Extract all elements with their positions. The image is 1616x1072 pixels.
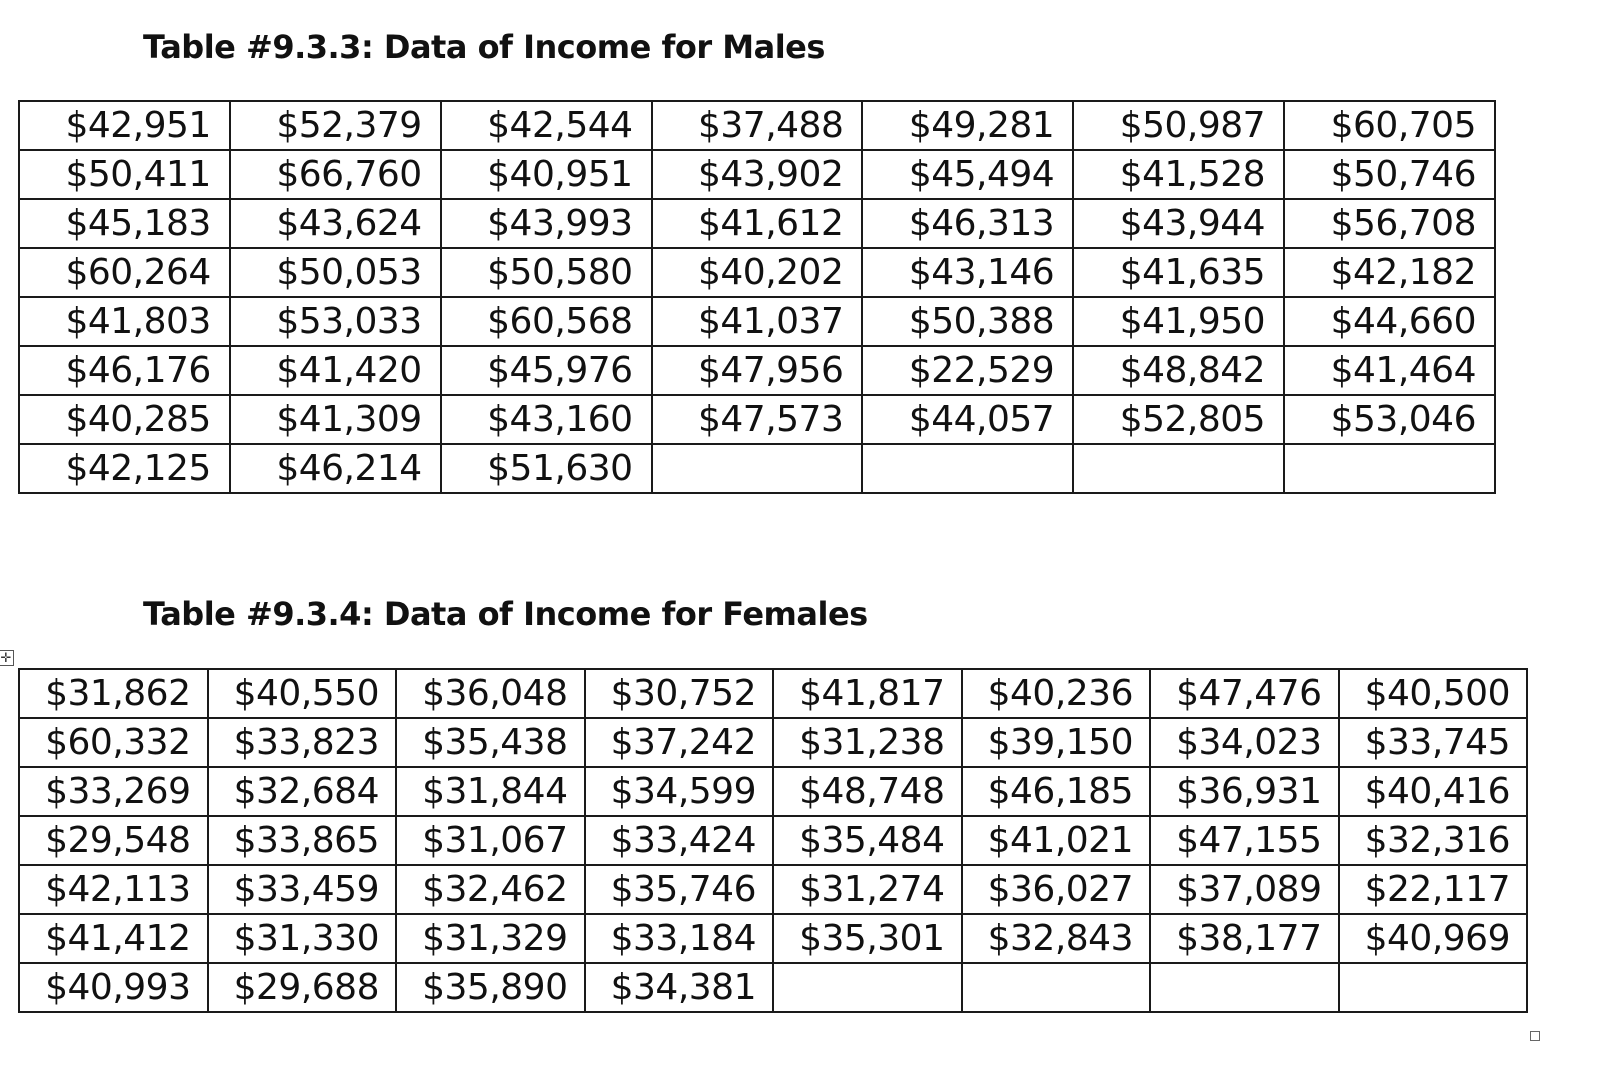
males-income-cell: $43,146	[862, 248, 1073, 297]
males-income-cell: $43,624	[230, 199, 441, 248]
females-income-cell: $39,150	[962, 718, 1151, 767]
males-income-table	[18, 100, 1496, 494]
females-income-cell: $38,177	[1150, 914, 1339, 963]
females-income-cell: $40,993	[19, 963, 208, 1012]
males-income-cell: $43,993	[441, 199, 652, 248]
males-income-cell: $49,281	[862, 101, 1073, 150]
table-row	[19, 865, 1527, 914]
males-income-cell: $44,057	[862, 395, 1073, 444]
females-income-cell: $46,185	[962, 767, 1151, 816]
females-income-cell: $34,381	[585, 963, 774, 1012]
females-income-cell: $29,548	[19, 816, 208, 865]
females-income-cell	[773, 963, 962, 1012]
females-income-cell: $31,238	[773, 718, 962, 767]
females-income-cell: $32,316	[1339, 816, 1528, 865]
males-income-cell: $41,803	[19, 297, 230, 346]
males-income-cell: $40,951	[441, 150, 652, 199]
females-income-cell: $48,748	[773, 767, 962, 816]
females-income-cell: $33,823	[208, 718, 397, 767]
table-row	[19, 346, 1495, 395]
females-income-cell: $33,745	[1339, 718, 1528, 767]
females-income-cell: $60,332	[19, 718, 208, 767]
females-income-cell: $36,048	[396, 669, 585, 718]
females-income-cell: $35,484	[773, 816, 962, 865]
males-income-cell: $43,160	[441, 395, 652, 444]
table-row	[19, 395, 1495, 444]
males-income-cell: $41,420	[230, 346, 441, 395]
males-income-cell: $46,313	[862, 199, 1073, 248]
females-income-cell: $34,023	[1150, 718, 1339, 767]
males-income-cell: $50,580	[441, 248, 652, 297]
females-income-cell: $31,330	[208, 914, 397, 963]
females-income-cell: $31,274	[773, 865, 962, 914]
females-income-cell: $35,890	[396, 963, 585, 1012]
males-income-cell: $45,183	[19, 199, 230, 248]
males-income-cell: $50,388	[862, 297, 1073, 346]
males-income-cell: $45,494	[862, 150, 1073, 199]
table-row	[19, 914, 1527, 963]
males-income-cell: $47,956	[652, 346, 863, 395]
females-income-cell: $41,412	[19, 914, 208, 963]
table-row	[19, 297, 1495, 346]
table-row	[19, 199, 1495, 248]
females-income-cell: $40,550	[208, 669, 397, 718]
males-income-cell: $41,464	[1284, 346, 1495, 395]
females-income-cell	[962, 963, 1151, 1012]
females-income-cell: $31,862	[19, 669, 208, 718]
females-income-cell: $35,438	[396, 718, 585, 767]
females-income-cell: $47,476	[1150, 669, 1339, 718]
table-row	[19, 248, 1495, 297]
females-income-cell: $33,459	[208, 865, 397, 914]
table-row	[19, 718, 1527, 767]
males-income-cell: $41,037	[652, 297, 863, 346]
males-income-cell: $41,528	[1073, 150, 1284, 199]
move-handle-icon[interactable]: ✛	[0, 650, 14, 666]
females-income-cell: $35,746	[585, 865, 774, 914]
females-table-body	[19, 669, 1527, 1012]
females-income-cell: $33,184	[585, 914, 774, 963]
males-income-cell: $47,573	[652, 395, 863, 444]
males-income-cell: $48,842	[1073, 346, 1284, 395]
males-income-cell: $42,125	[19, 444, 230, 493]
males-income-cell: $50,746	[1284, 150, 1495, 199]
males-income-cell: $60,264	[19, 248, 230, 297]
females-income-cell: $37,242	[585, 718, 774, 767]
males-income-cell: $44,660	[1284, 297, 1495, 346]
females-income-cell: $40,416	[1339, 767, 1528, 816]
females-income-cell: $31,329	[396, 914, 585, 963]
males-income-cell: $50,987	[1073, 101, 1284, 150]
males-income-cell: $60,705	[1284, 101, 1495, 150]
males-income-cell: $53,046	[1284, 395, 1495, 444]
females-income-cell: $33,424	[585, 816, 774, 865]
table-row	[19, 816, 1527, 865]
table-row	[19, 444, 1495, 493]
females-income-cell: $32,684	[208, 767, 397, 816]
males-income-cell: $43,944	[1073, 199, 1284, 248]
males-income-cell: $41,309	[230, 395, 441, 444]
females-income-cell: $41,021	[962, 816, 1151, 865]
males-income-cell: $50,411	[19, 150, 230, 199]
males-income-cell: $46,176	[19, 346, 230, 395]
females-income-cell: $37,089	[1150, 865, 1339, 914]
table-row	[19, 150, 1495, 199]
males-income-cell: $60,568	[441, 297, 652, 346]
males-income-cell: $52,805	[1073, 395, 1284, 444]
females-income-cell: $47,155	[1150, 816, 1339, 865]
males-income-cell: $41,950	[1073, 297, 1284, 346]
males-income-cell: $56,708	[1284, 199, 1495, 248]
males-income-cell: $46,214	[230, 444, 441, 493]
males-income-cell: $37,488	[652, 101, 863, 150]
females-income-cell	[1150, 963, 1339, 1012]
males-income-cell: $50,053	[230, 248, 441, 297]
table-row	[19, 963, 1527, 1012]
females-income-cell: $29,688	[208, 963, 397, 1012]
females-income-cell: $35,301	[773, 914, 962, 963]
females-income-cell	[1339, 963, 1528, 1012]
females-income-table	[18, 668, 1528, 1013]
females-income-cell: $22,117	[1339, 865, 1528, 914]
males-income-cell: $53,033	[230, 297, 441, 346]
females-income-cell: $40,500	[1339, 669, 1528, 718]
males-income-cell	[862, 444, 1073, 493]
females-income-cell: $34,599	[585, 767, 774, 816]
females-income-cell: $33,269	[19, 767, 208, 816]
resize-handle-icon[interactable]	[1530, 1031, 1540, 1041]
females-table-caption: Table #9.3.4: Data of Income for Females	[143, 595, 868, 633]
females-income-cell: $31,844	[396, 767, 585, 816]
males-income-cell	[652, 444, 863, 493]
females-income-cell: $36,931	[1150, 767, 1339, 816]
females-income-cell: $32,462	[396, 865, 585, 914]
females-income-cell: $40,969	[1339, 914, 1528, 963]
males-income-cell: $66,760	[230, 150, 441, 199]
males-income-cell: $52,379	[230, 101, 441, 150]
table-row	[19, 669, 1527, 718]
males-income-cell	[1284, 444, 1495, 493]
males-income-cell: $40,285	[19, 395, 230, 444]
males-table-caption: Table #9.3.3: Data of Income for Males	[143, 28, 825, 66]
females-income-cell: $31,067	[396, 816, 585, 865]
males-income-cell: $22,529	[862, 346, 1073, 395]
females-income-cell: $42,113	[19, 865, 208, 914]
males-income-cell: $42,951	[19, 101, 230, 150]
table-row	[19, 767, 1527, 816]
males-income-cell: $43,902	[652, 150, 863, 199]
males-income-cell	[1073, 444, 1284, 493]
females-income-cell: $30,752	[585, 669, 774, 718]
females-income-cell: $36,027	[962, 865, 1151, 914]
males-income-cell: $42,182	[1284, 248, 1495, 297]
males-income-cell: $41,635	[1073, 248, 1284, 297]
females-income-cell: $41,817	[773, 669, 962, 718]
males-income-cell: $45,976	[441, 346, 652, 395]
females-income-cell: $32,843	[962, 914, 1151, 963]
males-table-body	[19, 101, 1495, 493]
females-income-cell: $40,236	[962, 669, 1151, 718]
males-income-cell: $42,544	[441, 101, 652, 150]
females-income-cell: $33,865	[208, 816, 397, 865]
males-income-cell: $51,630	[441, 444, 652, 493]
males-income-cell: $40,202	[652, 248, 863, 297]
table-row	[19, 101, 1495, 150]
males-income-cell: $41,612	[652, 199, 863, 248]
